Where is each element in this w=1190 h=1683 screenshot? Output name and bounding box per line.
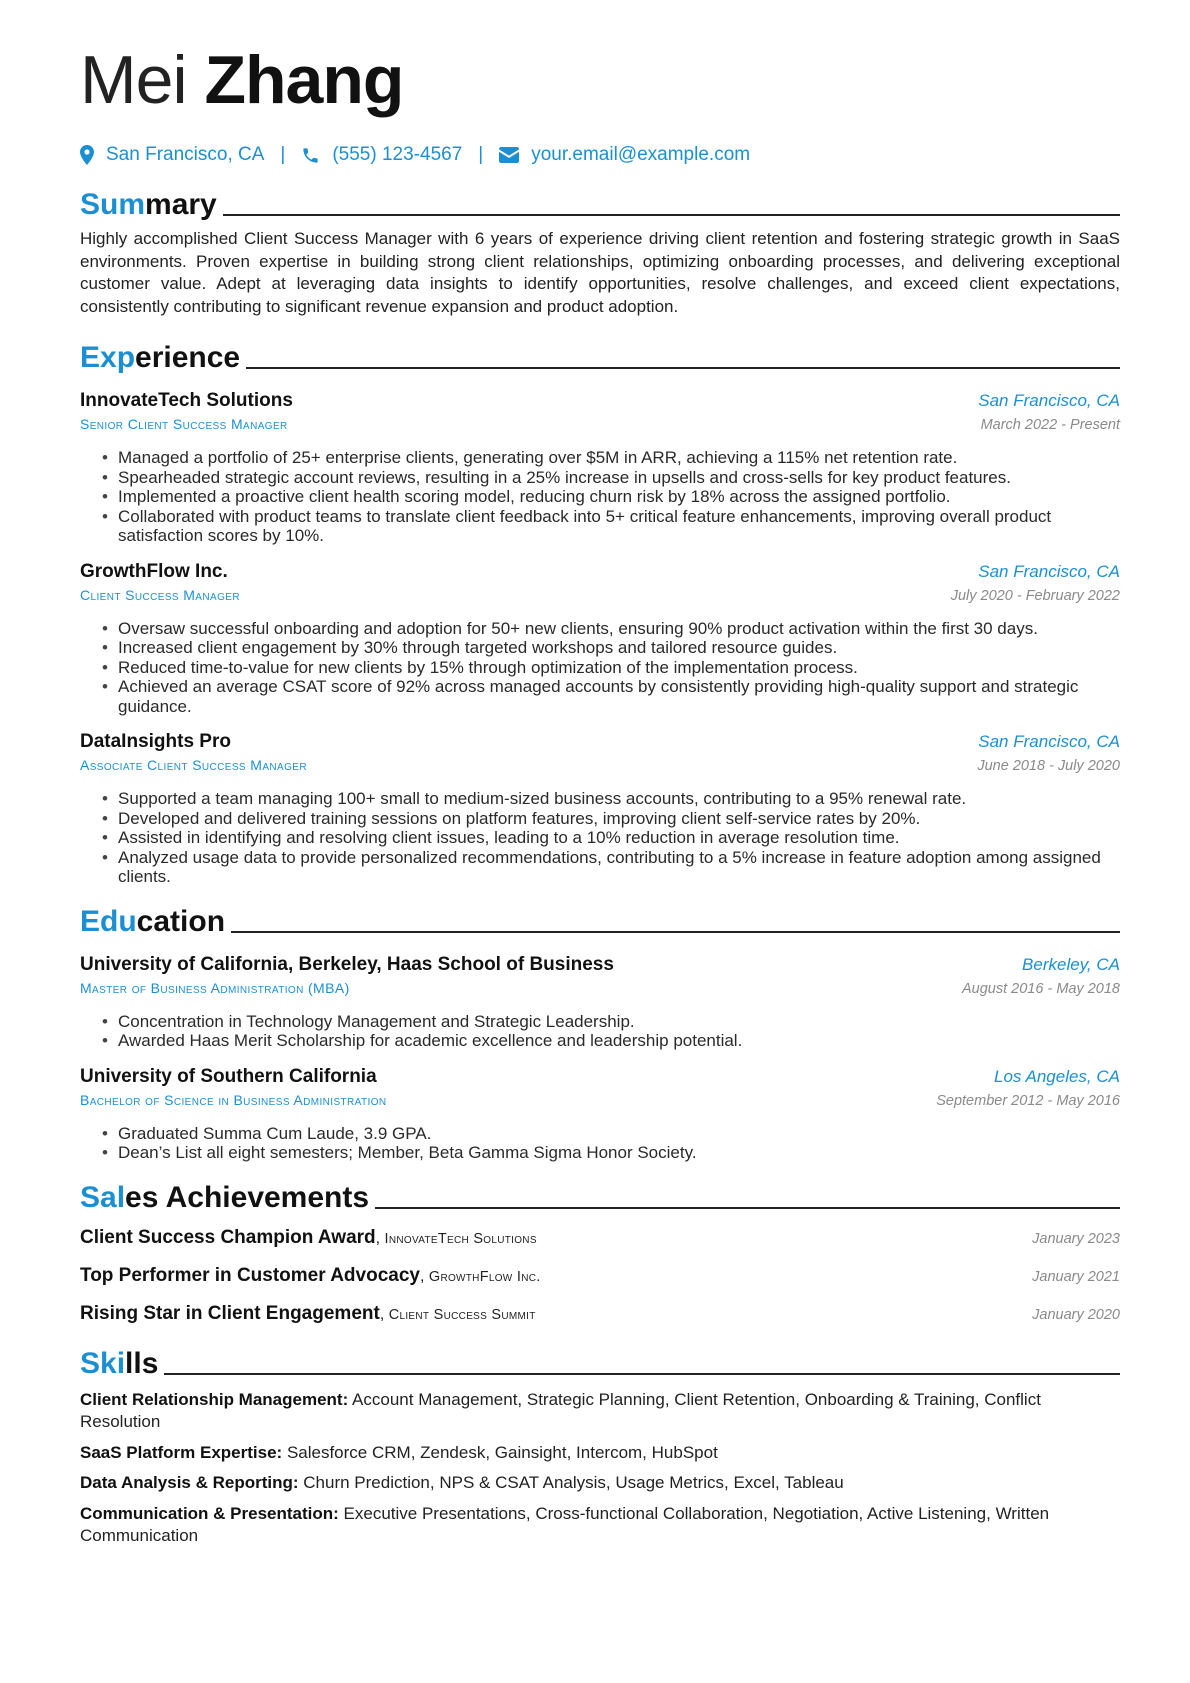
- award-org: InnovateTech Solutions: [384, 1230, 537, 1247]
- skill-line: [80, 1389, 1120, 1434]
- skill-label: Client Relationship Management:: [80, 1389, 349, 1409]
- contact-separator: |: [478, 144, 484, 165]
- bullet-item: • Spearheaded strategic account reviews, resulting in a 25% increase in upsells and cross-sells for key product features.: [102, 468, 1120, 488]
- skill-values: Churn Prediction, NPS & CSAT Analysis, Usage Metrics, Excel, Tableau: [303, 1473, 844, 1492]
- envelope-icon: [499, 147, 519, 163]
- bullet-item: • Implemented a proactive client health scoring model, reducing churn risk by 18% across the assigned portfolio.: [102, 487, 1120, 507]
- experience-entry: [80, 389, 1120, 546]
- entry-location: Los Angeles, CA: [994, 1066, 1120, 1086]
- bullet-list: [80, 789, 1120, 887]
- phone-icon: [301, 146, 320, 165]
- award-org: GrowthFlow Inc.: [428, 1268, 541, 1285]
- bullet-item: • Increased client engagement by 30% through targeted workshops and tailored resource guides.: [102, 638, 1120, 658]
- section-divider: [375, 1207, 1120, 1209]
- entry-location: San Francisco, CA: [978, 732, 1120, 751]
- job-title: Senior Client Success Manager: [80, 416, 288, 432]
- entry-location: Berkeley, CA: [1022, 954, 1120, 974]
- entry-dates: July 2020 - February 2022: [950, 587, 1120, 604]
- entry-location: San Francisco, CA: [978, 561, 1120, 581]
- experience-heading: [80, 335, 1120, 375]
- bullet-item: • Reduced time-to-value for new clients by 15% through optimization of the implementation process.: [102, 658, 1120, 678]
- title-accent: Sum: [80, 188, 146, 221]
- section-title-skills: [80, 1347, 158, 1381]
- contact-separator: |: [280, 144, 286, 165]
- summary-heading: [80, 182, 1120, 222]
- bullet-item: • Developed and delivered training sessions on platform features, improving client self-service rates by 20%.: [102, 809, 1120, 829]
- bullet-item: • Concentration in Technology Management and Strategic Leadership.: [102, 1012, 1120, 1032]
- bullet-item: • Achieved an average CSAT score of 92% across managed accounts by consistently providing high-quality support and strategic guidance.: [102, 677, 1120, 716]
- email-text: your.email@example.com: [531, 144, 751, 165]
- title-rest: lls: [125, 1346, 159, 1380]
- title-accent: Edu: [80, 904, 137, 938]
- bullet-list: [80, 448, 1120, 546]
- section-divider: [164, 1373, 1120, 1375]
- title-rest: cation: [136, 904, 226, 938]
- education-entry: [80, 953, 1120, 1051]
- title-rest: es Achievements: [125, 1180, 370, 1214]
- award-date: January 2023: [1032, 1230, 1120, 1247]
- achievement-item: Client Success Champion Award, InnovateTech Solutions January 2023: [80, 1226, 1120, 1248]
- section-title-summary: [80, 188, 217, 222]
- award-date: January 2021: [1032, 1268, 1120, 1285]
- bullet-item: • Managed a portfolio of 25+ enterprise clients, generating over $5M in ARR, achieving a 115% net retention rate.: [102, 448, 1120, 468]
- location-text: San Francisco, CA: [106, 144, 265, 165]
- section-title-education: [80, 905, 225, 939]
- degree-title: Bachelor of Science in Business Administration: [80, 1091, 387, 1108]
- entry-dates: June 2018 - July 2020: [977, 758, 1120, 774]
- award-title: Top Performer in Customer Advocacy: [80, 1264, 420, 1286]
- entry-dates: March 2022 - Present: [980, 417, 1120, 433]
- achievement-item: Rising Star in Client Engagement, Client Success Summit January 2020: [80, 1302, 1120, 1324]
- skill-values: Account Management, Strategic Planning, Client Retention, Onboarding & Training, Conflict Resolution: [80, 1389, 1041, 1431]
- bullet-list: [80, 1124, 1120, 1163]
- award-title: Rising Star in Client Engagement: [80, 1302, 380, 1324]
- phone-text: (555) 123-4567: [332, 144, 463, 165]
- degree-title: Master of Business Administration (MBA): [80, 979, 350, 996]
- bullet-item: • Oversaw successful onboarding and adoption for 50+ new clients, ensuring 90% product activation within the first 30 days.: [102, 619, 1120, 639]
- title-accent: Sal: [80, 1180, 126, 1214]
- skill-line: [80, 1472, 1120, 1495]
- first-name: Mei: [80, 42, 187, 118]
- section-title-achievements: [80, 1181, 369, 1215]
- entry-location: San Francisco, CA: [978, 391, 1120, 410]
- bullet-list: [80, 1012, 1120, 1051]
- achievement-item: Top Performer in Customer Advocacy, GrowthFlow Inc. January 2021: [80, 1264, 1120, 1286]
- company-name: DataInsights Pro: [80, 731, 231, 752]
- education-entry: [80, 1065, 1120, 1163]
- skill-values: Salesforce CRM, Zendesk, Gainsight, Intercom, HubSpot: [286, 1442, 718, 1462]
- bullet-item: • Supported a team managing 100+ small to medium-sized business accounts, contributing to a 95% renewal rate.: [102, 789, 1120, 809]
- contact-line: [80, 140, 1120, 170]
- skills-heading: [80, 1341, 1120, 1381]
- bullet-item: • Dean’s List all eight semesters; Member, Beta Gamma Sigma Honor Society.: [102, 1143, 1120, 1163]
- entry-dates: September 2012 - May 2016: [936, 1092, 1120, 1109]
- title-accent: Exp: [80, 341, 136, 374]
- summary-text: Highly accomplished Client Success Manager with 6 years of experience driving client retention and fostering strategic growth in SaaS environments. Proven expertise in building strong client relationships, optimizing onboarding processes, and delivering exceptional customer value. Adept at leveraging data insights to identify opportunities, resolve challenges, and exceed client expectations, consistently contributing to significant revenue expansion and product adoption.: [80, 229, 1120, 316]
- company-name: GrowthFlow Inc.: [80, 560, 228, 582]
- section-divider: [223, 214, 1120, 216]
- contact-location: [80, 144, 264, 166]
- skill-line: [80, 1503, 1120, 1548]
- bullet-item: • Analyzed usage data to provide personalized recommendations, contributing to a 5% increase in feature adoption among assigned clients.: [102, 848, 1120, 887]
- award-org: Client Success Summit: [388, 1306, 536, 1323]
- contact-email[interactable]: [499, 144, 750, 166]
- bullet-item: • Collaborated with product teams to translate client feedback into 5+ critical feature enhancements, improving overall product satisfaction scores by 10%.: [102, 507, 1120, 546]
- bullet-item: • Awarded Haas Merit Scholarship for academic excellence and leadership potential.: [102, 1031, 1120, 1051]
- school-name: University of California, Berkeley, Haas School of Business: [80, 953, 614, 975]
- job-title: Client Success Manager: [80, 586, 240, 603]
- contact-phone[interactable]: [301, 144, 462, 166]
- education-heading: [80, 899, 1120, 939]
- entry-dates: August 2016 - May 2018: [962, 980, 1120, 997]
- skill-label: Communication & Presentation:: [80, 1503, 339, 1523]
- bullet-list: [80, 619, 1120, 717]
- bullet-item: • Assisted in identifying and resolving client issues, leading to a 10% reduction in average resolution time.: [102, 828, 1120, 848]
- award-title: Client Success Champion Award: [80, 1226, 376, 1248]
- skill-line: [80, 1442, 1120, 1465]
- candidate-name: [80, 38, 1120, 122]
- skill-label: Data Analysis & Reporting:: [80, 1473, 299, 1492]
- skill-label: SaaS Platform Expertise:: [80, 1442, 283, 1462]
- title-rest: mary: [145, 188, 217, 221]
- bullet-item: • Graduated Summa Cum Laude, 3.9 GPA.: [102, 1124, 1120, 1144]
- section-divider: [246, 367, 1120, 369]
- title-rest: erience: [135, 341, 241, 374]
- job-title: Associate Client Success Manager: [80, 757, 307, 773]
- last-name: Zhang: [204, 42, 404, 118]
- title-accent: Ski: [80, 1346, 126, 1380]
- company-name: InnovateTech Solutions: [80, 390, 293, 411]
- section-divider: [231, 931, 1120, 933]
- achievements-heading: [80, 1175, 1120, 1215]
- school-name: University of Southern California: [80, 1065, 377, 1087]
- award-date: January 2020: [1032, 1306, 1120, 1323]
- resume-page: [80, 38, 1120, 1548]
- experience-entry: [80, 560, 1120, 717]
- skill-values: Executive Presentations, Cross-functional Collaboration, Negotiation, Active Listening, Written Communication: [80, 1503, 1050, 1545]
- experience-entry: [80, 730, 1120, 887]
- map-pin-icon: [80, 145, 94, 165]
- section-title-experience: [80, 341, 240, 375]
